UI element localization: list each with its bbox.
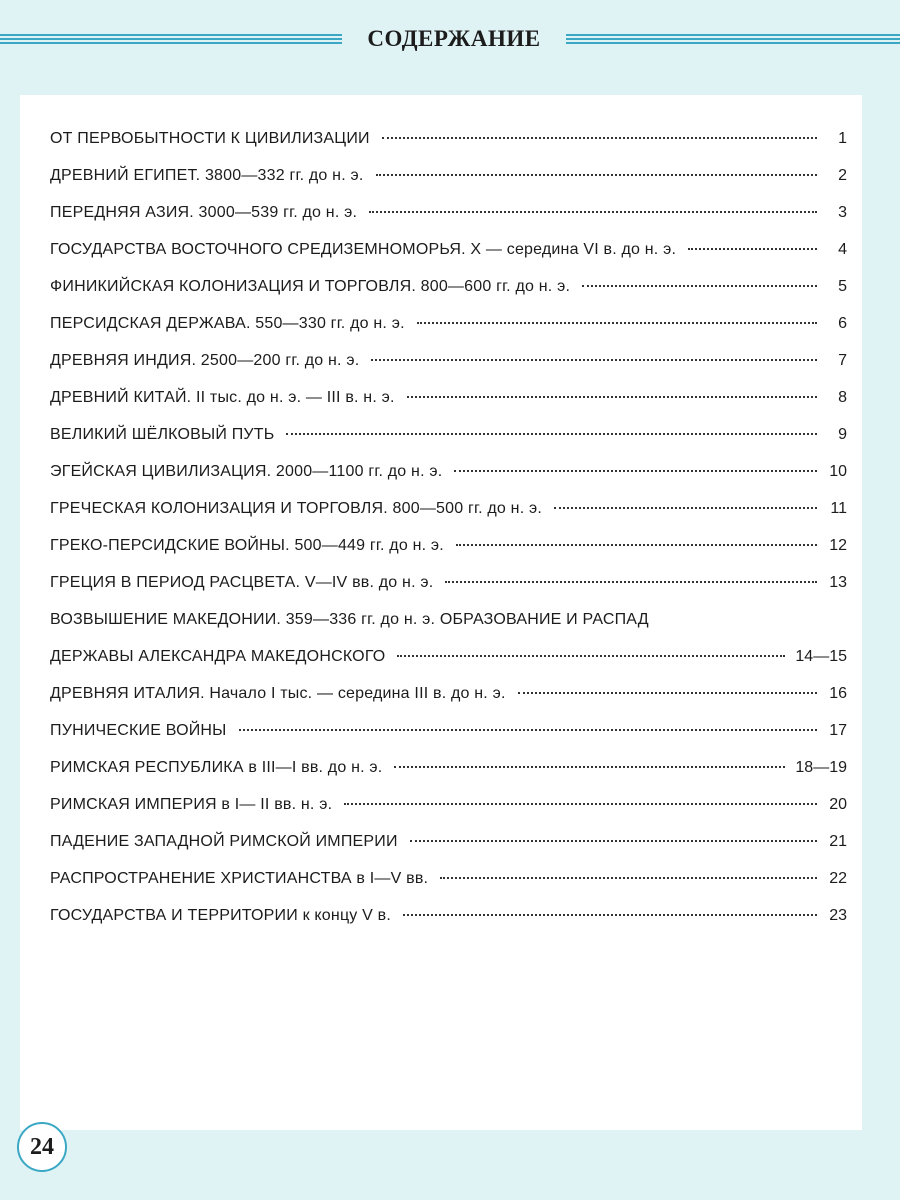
dot-leader — [344, 803, 817, 805]
toc-entry[interactable] — [50, 463, 847, 500]
dot-leader — [410, 840, 817, 842]
dot-leader — [371, 359, 817, 361]
dot-leader — [403, 914, 817, 916]
toc-entry-title: ДРЕВНЯЯ ИНДИЯ. 2500—200 гг. до н. э. — [50, 352, 360, 369]
toc-entry-page: 18—19 — [795, 759, 847, 776]
toc-entry-title: ФИНИКИЙСКАЯ КОЛОНИЗАЦИЯ И ТОРГОВЛЯ. 800—600 гг. до н. э. — [50, 278, 571, 295]
dot-leader — [407, 396, 817, 398]
dot-leader — [394, 766, 785, 768]
toc-entry-title: РИМСКАЯ РЕСПУБЛИКА в III—I вв. до н. э. — [50, 759, 383, 776]
toc-entry-title: ДРЕВНИЙ КИТАЙ. II тыс. до н. э. — III в. н. э. — [50, 389, 395, 406]
toc-entry-page: 13 — [829, 574, 847, 591]
contents-panel — [20, 95, 862, 1130]
toc-entry-page: 9 — [838, 426, 847, 443]
toc-entry[interactable] — [50, 833, 847, 870]
toc-entry-page: 22 — [829, 870, 847, 887]
toc-entry[interactable] — [50, 870, 847, 907]
toc-entry-page: 11 — [830, 500, 847, 517]
toc-entry[interactable] — [50, 537, 847, 574]
toc-entry-title: ОТ ПЕРВОБЫТНОСТИ К ЦИВИЛИЗАЦИИ — [50, 130, 370, 147]
toc-entry-title: ГОСУДАРСТВА ВОСТОЧНОГО СРЕДИЗЕМНОМОРЬЯ. X — середина VI в. до н. э. — [50, 241, 677, 258]
toc-entry[interactable] — [50, 611, 847, 648]
dot-leader — [376, 174, 817, 176]
toc-entry-title: ЭГЕЙСКАЯ ЦИВИЛИЗАЦИЯ. 2000—1100 гг. до н. э. — [50, 463, 443, 480]
toc-entry-page: 21 — [829, 833, 847, 850]
toc-entry-page: 5 — [838, 278, 847, 295]
dot-leader — [382, 137, 817, 139]
toc-entry[interactable] — [50, 722, 847, 759]
toc-entry-page: 3 — [838, 204, 847, 221]
toc-entry[interactable] — [50, 574, 847, 611]
dot-leader — [554, 507, 817, 509]
header-rule-right — [566, 34, 900, 46]
toc-entry-title: ПУНИЧЕСКИЕ ВОЙНЫ — [50, 722, 227, 739]
toc-entry[interactable] — [50, 500, 847, 537]
toc-entry[interactable] — [50, 130, 847, 167]
toc-entry[interactable] — [50, 907, 847, 944]
dot-leader — [369, 211, 817, 213]
dot-leader — [440, 877, 817, 879]
toc-entry-page: 23 — [829, 907, 847, 924]
dot-leader — [417, 322, 817, 324]
toc-entry-title: РАСПРОСТРАНЕНИЕ ХРИСТИАНСТВА в I—V вв. — [50, 870, 429, 887]
dot-leader — [456, 544, 817, 546]
toc-entry-title: РИМСКАЯ ИМПЕРИЯ в I— II вв. н. э. — [50, 796, 333, 813]
toc-entry[interactable] — [50, 426, 847, 463]
toc-entry-page: 10 — [829, 463, 847, 480]
page-number-badge: 24 — [17, 1122, 67, 1172]
toc-entry-title: ПЕРСИДСКАЯ ДЕРЖАВА. 550—330 гг. до н. э. — [50, 315, 405, 332]
toc-entry[interactable] — [50, 204, 847, 241]
toc-entry[interactable] — [50, 315, 847, 352]
toc-entry-page: 17 — [829, 722, 847, 739]
toc-entry[interactable] — [50, 389, 847, 426]
toc-entry-page: 20 — [829, 796, 847, 813]
toc-entry-title: ГРЕЧЕСКАЯ КОЛОНИЗАЦИЯ И ТОРГОВЛЯ. 800—500 гг. до н. э. — [50, 500, 542, 517]
table-of-contents — [50, 130, 847, 944]
toc-entry-title: ВЕЛИКИЙ ШЁЛКОВЫЙ ПУТЬ — [50, 426, 275, 443]
toc-entry[interactable] — [50, 648, 847, 685]
dot-leader — [518, 692, 817, 694]
dot-leader — [239, 729, 817, 731]
dot-leader — [688, 248, 817, 250]
toc-entry-page: 6 — [838, 315, 847, 332]
toc-entry-title: ПЕРЕДНЯЯ АЗИЯ. 3000—539 гг. до н. э. — [50, 204, 358, 221]
toc-entry-page: 7 — [838, 352, 847, 369]
toc-entry-title: ГРЕЦИЯ В ПЕРИОД РАСЦВЕТА. V—IV вв. до н. э. — [50, 574, 434, 591]
toc-entry[interactable] — [50, 759, 847, 796]
toc-entry[interactable] — [50, 796, 847, 833]
toc-entry[interactable] — [50, 241, 847, 278]
toc-entry-title: ПАДЕНИЕ ЗАПАДНОЙ РИМСКОЙ ИМПЕРИИ — [50, 833, 398, 850]
dot-leader — [454, 470, 817, 472]
toc-entry-page: 8 — [838, 389, 847, 406]
toc-entry-page: 14—15 — [795, 648, 847, 665]
toc-entry-page: 2 — [838, 167, 847, 184]
dot-leader — [445, 581, 817, 583]
dot-leader — [397, 655, 785, 657]
dot-leader — [286, 433, 817, 435]
dot-leader — [582, 285, 817, 287]
toc-entry-page: 16 — [829, 685, 847, 702]
page-header — [0, 28, 900, 52]
toc-entry-page: 1 — [838, 130, 847, 147]
toc-entry[interactable] — [50, 278, 847, 315]
toc-entry[interactable] — [50, 685, 847, 722]
toc-entry-title: ВОЗВЫШЕНИЕ МАКЕДОНИИ. 359—336 гг. до н. э. ОБРАЗОВАНИЕ И РАСПАД — [50, 611, 649, 628]
toc-entry[interactable] — [50, 167, 847, 204]
toc-entry-title: ДРЕВНЯЯ ИТАЛИЯ. Начало I тыс. — середина III в. до н. э. — [50, 685, 506, 702]
toc-entry-title: ГРЕКО-ПЕРСИДСКИЕ ВОЙНЫ. 500—449 гг. до н. э. — [50, 537, 444, 554]
toc-entry-page: 4 — [838, 241, 847, 258]
toc-entry[interactable] — [50, 352, 847, 389]
header-rule-left — [0, 34, 342, 46]
toc-entry-title: ГОСУДАРСТВА И ТЕРРИТОРИИ к концу V в. — [50, 907, 392, 924]
toc-entry-title: ДРЕВНИЙ ЕГИПЕТ. 3800—332 гг. до н. э. — [50, 167, 364, 184]
toc-entry-title: ДЕРЖАВЫ АЛЕКСАНДРА МАКЕДОНСКОГО — [50, 648, 386, 665]
toc-entry-page: 12 — [829, 537, 847, 554]
page-title: СОДЕРЖАНИЕ — [367, 26, 541, 51]
